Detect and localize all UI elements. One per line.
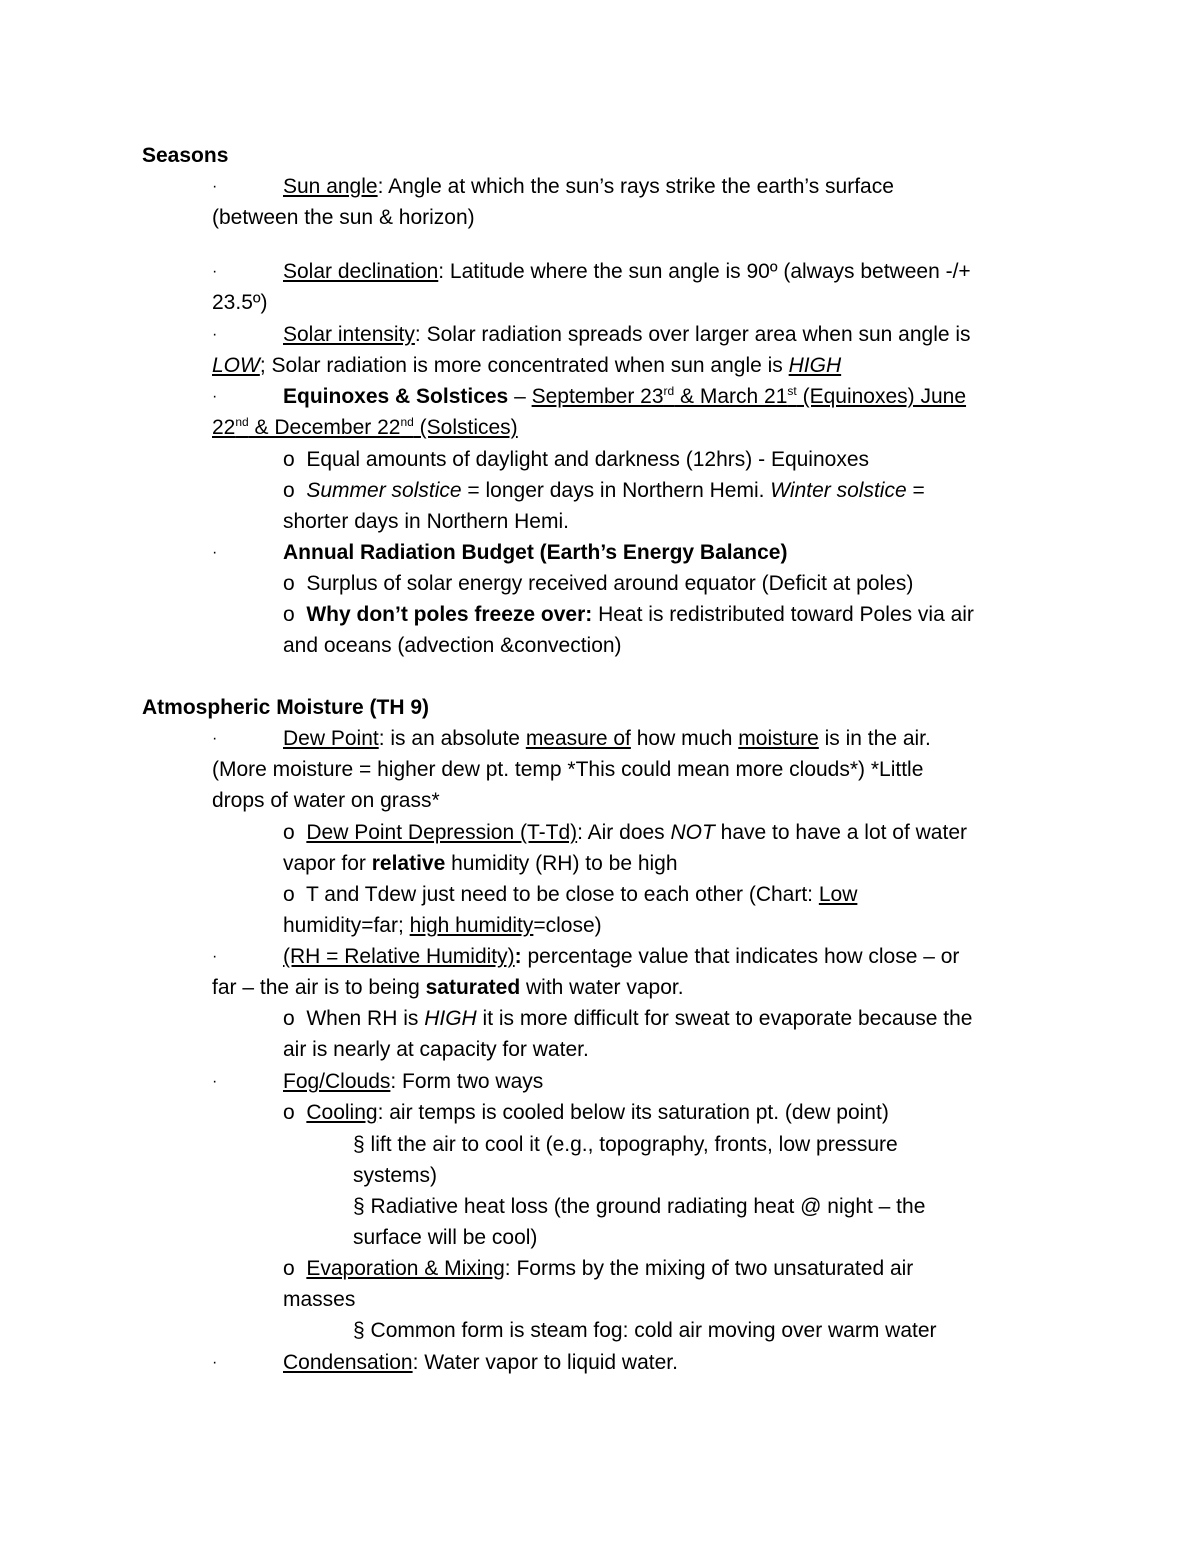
bullet-dot: ·: [212, 948, 218, 965]
solar-intensity-text: : Solar radiation spreads over larger area when sun angle is: [414, 323, 971, 346]
rh-sub1-cont: air is nearly at capacity for water.: [283, 1038, 589, 1061]
bullet-dot: ·: [212, 544, 218, 561]
solar-declination-line: [283, 259, 971, 285]
solar-declination-text: : Latitude where the sun angle is 90º (always between -/+: [438, 260, 971, 283]
solar-intensity-cont: [212, 353, 841, 379]
dew-point-cont2: drops of water on grass*: [212, 789, 440, 812]
evaporation-cont: masses: [283, 1288, 356, 1311]
equinox-sub2: o Summer solstice = longer days in Northern Hemi. Winter solstice =: [283, 479, 925, 502]
condensation-line: Condensation: Water vapor to liquid water.: [283, 1351, 678, 1374]
sun-angle-text: : Angle at which the sun’s rays strike the earth’s surface: [377, 175, 894, 198]
equinoxes-term: Equinoxes & Solstices: [283, 385, 509, 408]
equinoxes-line: [283, 384, 966, 410]
bullet-dot: ·: [212, 263, 218, 280]
sun-angle-line: [283, 174, 894, 200]
sun-angle-term: Sun angle: [283, 175, 378, 198]
bullet-dot: ·: [212, 1354, 218, 1371]
cooling-line: o Cooling: air temps is cooled below its saturation pt. (dew point): [283, 1101, 889, 1124]
bullet-dot: ·: [212, 730, 218, 747]
solar-declination-term: Solar declination: [283, 260, 439, 283]
radiative-cont: surface will be cool): [353, 1226, 538, 1249]
dew-point-line: Dew Point: is an absolute measure of how much moisture is in the air.: [283, 727, 931, 750]
lift-line: § lift the air to cool it (e.g., topography, fronts, low pressure: [353, 1133, 898, 1156]
rh-sub1: o When RH is HIGH it is more difficult for sweat to evaporate because the: [283, 1007, 973, 1030]
bullet-dot: ·: [212, 388, 218, 405]
equinox-dates: September 23rd & March 21st (Equinoxes) June: [531, 384, 967, 408]
solar-intensity-mid: ; Solar radiation is more concentrated when sun angle is: [259, 354, 789, 377]
rh-line: (RH = Relative Humidity): percentage value that indicates how close – or: [283, 945, 960, 968]
solar-intensity-line: [283, 322, 971, 348]
tdew-line: o T and Tdew just need to be close to each other (Chart: Low: [283, 883, 858, 906]
dew-point-cont1: (More moisture = higher dew pt. temp *This could mean more clouds*) *Little: [212, 758, 924, 781]
fog-line: Fog/Clouds: Form two ways: [283, 1070, 544, 1093]
tdew-cont: humidity=far; high humidity=close): [283, 914, 602, 937]
evaporation-line: o Evaporation & Mixing: Forms by the mixing of two unsaturated air: [283, 1257, 914, 1280]
solar-intensity-term: Solar intensity: [283, 323, 415, 346]
radiation-sub2-cont: and oceans (advection &convection): [283, 634, 622, 657]
steam-fog-line: § Common form is steam fog: cold air moving over warm water: [353, 1319, 937, 1342]
radiation-sub1: o Surplus of solar energy received around equator (Deficit at poles): [283, 572, 914, 595]
equinox-sub2-cont: shorter days in Northern Hemi.: [283, 510, 569, 533]
dew-depression-cont: vapor for relative humidity (RH) to be high: [283, 852, 678, 875]
radiation-sub2: o Why don’t poles freeze over: Heat is redistributed toward Poles via air: [283, 603, 974, 626]
moisture-heading: Atmospheric Moisture (TH 9): [142, 696, 430, 719]
bullet-dot: ·: [212, 1073, 218, 1090]
seasons-heading: Seasons: [142, 144, 229, 167]
high-emphasis: HIGH: [788, 354, 842, 377]
lift-cont: systems): [353, 1164, 437, 1187]
low-emphasis: LOW: [212, 354, 260, 377]
equinoxes-dash: –: [508, 385, 532, 408]
solar-declination-cont: 23.5º): [212, 291, 268, 314]
radiation-budget-term: Annual Radiation Budget (Earth’s Energy Balance): [283, 541, 788, 564]
equinox-sub1: o Equal amounts of daylight and darkness (12hrs) - Equinoxes: [283, 448, 870, 471]
bullet-dot: ·: [212, 326, 218, 343]
radiative-line: § Radiative heat loss (the ground radiating heat @ night – the: [353, 1195, 926, 1218]
bullet-dot: ·: [212, 178, 218, 195]
solstice-dates: 22nd & December 22nd (Solstices): [212, 415, 518, 439]
dew-depression-line: o Dew Point Depression (T-Td): Air does NOT have to have a lot of water: [283, 821, 967, 844]
sun-angle-cont: (between the sun & horizon): [212, 206, 475, 229]
rh-cont: far – the air is to being saturated with water vapor.: [212, 976, 684, 999]
